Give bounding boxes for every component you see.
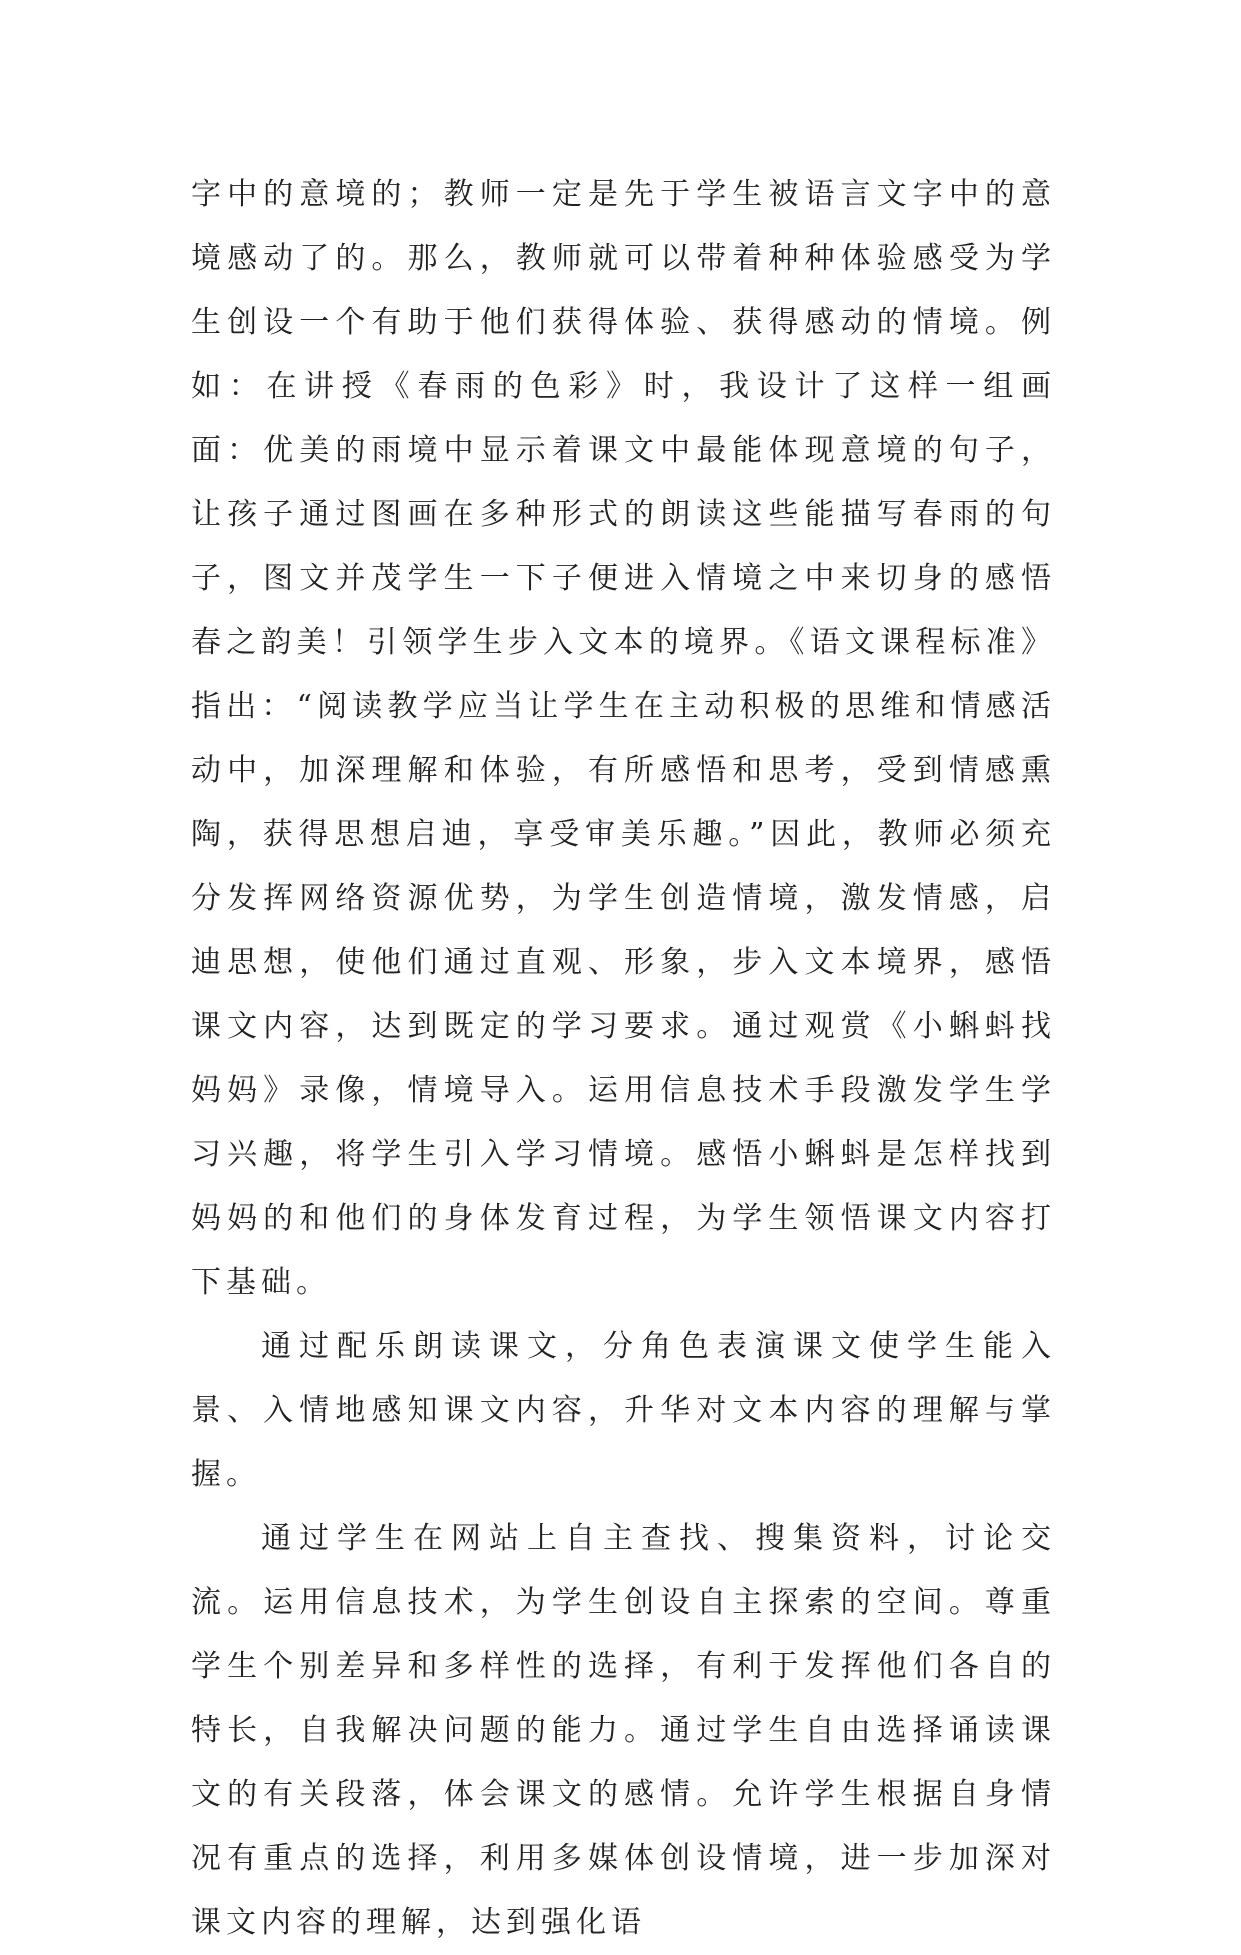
paragraph: 通过配乐朗读课文，分角色表演课文使学生能入景、入情地感知课文内容，升华对文本内容的理解与掌握。 xyxy=(191,1329,1056,1492)
paragraph: 通过学生在网站上自主查找、搜集资料，讨论交流。运用信息技术，为学生创设自主探索的空间。尊重学生个别差异和多样性的选择，有利于发挥他们各自的特长，自我解决问题的能力。通过学生自由选择诵读课文的有关段落，体会课文的感情。允许学生根据自身情况有重点的选择，利用多媒体创设情境，进一步加深对课文内容的理解，达到强化语 xyxy=(191,1521,1056,1940)
paragraph-continued: 字中的意境的；教师一定是先于学生被语言文字中的意境感动了的。那么，教师就可以带着种种体验感受为学生创设一个有助于他们获得体验、获得感动的情境。例如：在讲授《春雨的色彩》时，我设计了这样一组画面：优美的雨境中显示着课文中最能体现意境的句子，让孩子通过图画在多种形式的朗读这些能描写春雨的句子，图文并茂学生一下子便进入情境之中来切身的感悟春之韵美！引领学生步入文本的境界。《语文课程标准》指出：“阅读教学应当让学生在主动积极的思维和情感活动中，加深理解和体验，有所感悟和思考，受到情感熏陶，获得思想启迪，享受审美乐趣。”因此，教师必须充分发挥网络资源优势，为学生创造情境，激发情感，启迪思想，使他们通过直观、形象，步入文本境界，感悟课文内容，达到既定的学习要求。通过观赏《小蝌蚪找妈妈》录像，情境导入。运用信息技术手段激发学生学习兴趣，将学生引入学习情境。感悟小蝌蚪是怎样找到妈妈的和他们的身体发育过程，为学生领悟课文内容打下基础。 xyxy=(191,177,1056,1300)
body-text xyxy=(191,163,1056,1955)
